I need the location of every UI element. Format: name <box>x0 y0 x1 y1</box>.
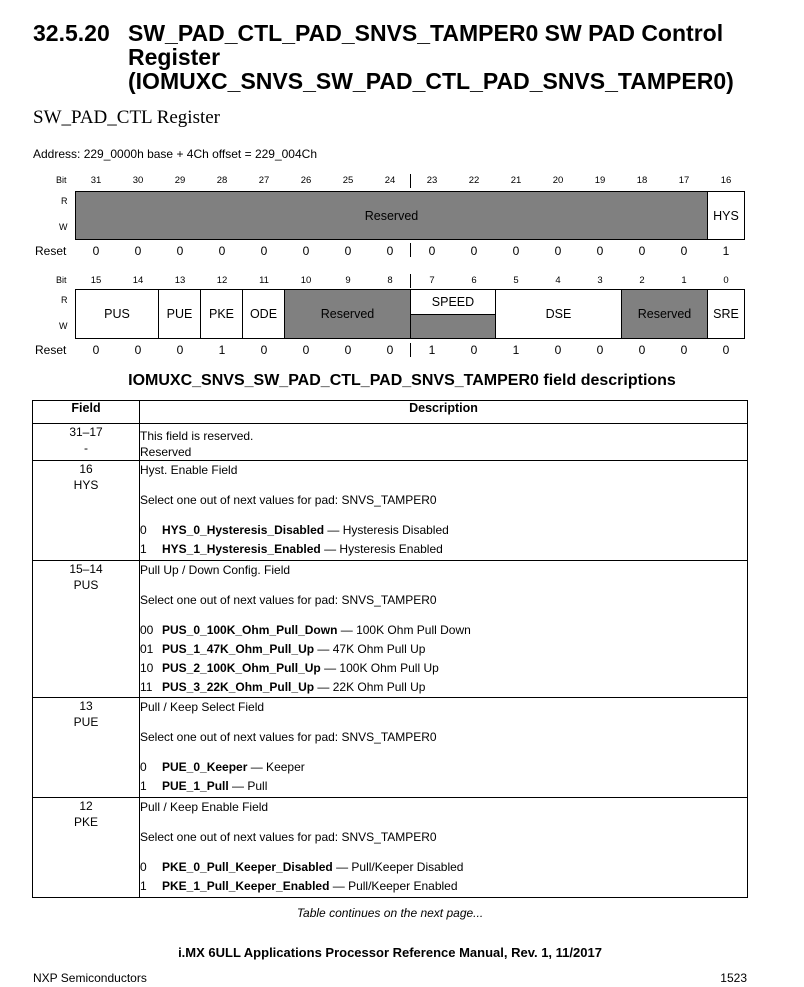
field-bits: 12 <box>79 799 93 813</box>
value-option <box>140 877 747 896</box>
field-name: PUS <box>73 578 99 592</box>
reserved-field-upper: Reserved <box>75 191 708 240</box>
option-description: — Pull <box>228 779 268 793</box>
manual-footer-title: i.MX 6ULL Applications Processor Reference Manual, Rev. 1, 11/2017 <box>178 945 602 960</box>
bit-number: 27 <box>258 175 270 186</box>
select-instruction: Select one out of next values for pad: SNVS_TAMPER0 <box>140 593 437 607</box>
write-label: W <box>59 222 68 232</box>
table-continues-note: Table continues on the next page... <box>296 906 484 920</box>
option-name: PUE_0_Keeper <box>162 760 248 774</box>
reset-value: 0 <box>680 343 688 357</box>
value-option <box>140 758 747 777</box>
description-cell <box>140 424 748 461</box>
field-summary: Pull / Keep Enable Field <box>140 800 269 814</box>
option-name: PUE_1_Pull <box>162 779 229 793</box>
footer-company: NXP Semiconductors <box>33 971 147 985</box>
option-code: 01 <box>140 642 154 656</box>
option-code: 10 <box>140 661 154 675</box>
bit-number: 17 <box>678 175 690 186</box>
option-name: HYS_1_Hysteresis_Enabled <box>162 542 321 556</box>
bit-number: 13 <box>174 275 186 286</box>
table-row <box>33 798 748 898</box>
select-instruction: Select one out of next values for pad: SNVS_TAMPER0 <box>140 730 437 744</box>
bit-number: 7 <box>429 275 435 286</box>
option-name: PKE_1_Pull_Keeper_Enabled <box>162 879 330 893</box>
bit-number: 22 <box>468 175 480 186</box>
description-cell <box>140 798 748 898</box>
bit-number: 16 <box>720 175 732 186</box>
option-code: 1 <box>140 542 147 556</box>
reset-value: 0 <box>386 343 394 357</box>
bit-number: 28 <box>216 175 228 186</box>
reset-value: 0 <box>176 343 184 357</box>
value-option <box>140 858 747 877</box>
field-name: HYS <box>73 478 99 492</box>
option-code: 11 <box>140 680 153 694</box>
select-instruction: Select one out of next values for pad: SNVS_TAMPER0 <box>140 830 437 844</box>
reset-value: 1 <box>218 343 226 357</box>
bit-number: 8 <box>387 275 393 286</box>
bit-number: 18 <box>636 175 648 186</box>
field-cell <box>33 461 140 561</box>
description-cell <box>140 561 748 698</box>
value-option <box>140 540 747 559</box>
bit-number: 30 <box>132 175 144 186</box>
reset-value: 0 <box>344 244 352 258</box>
description-column-header: Description <box>140 401 748 424</box>
table-row <box>33 424 748 461</box>
bit-label: Bit <box>56 175 67 185</box>
reset-value: 1 <box>512 343 520 357</box>
reset-value: 0 <box>722 343 730 357</box>
option-name: PUS_3_22K_Ohm_Pull_Up <box>162 680 315 694</box>
option-code: 1 <box>140 779 147 793</box>
nibble-divider <box>410 343 411 357</box>
option-code: 0 <box>140 523 147 537</box>
speed-field: SPEED <box>410 289 496 315</box>
speed-write-shaded <box>410 314 496 339</box>
reset-value: 0 <box>638 343 646 357</box>
page-number: 1523 <box>720 971 747 985</box>
reset-value: 0 <box>302 343 310 357</box>
bit-number: 2 <box>639 275 645 286</box>
field-cell <box>33 698 140 798</box>
bit-number: 6 <box>471 275 477 286</box>
reset-value: 0 <box>512 244 520 258</box>
bit-number: 4 <box>555 275 561 286</box>
option-name: PUS_2_100K_Ohm_Pull_Up <box>162 661 321 675</box>
select-instruction: Select one out of next values for pad: SNVS_TAMPER0 <box>140 493 437 507</box>
bit-number: 14 <box>132 275 144 286</box>
option-code: 00 <box>140 623 154 637</box>
reset-value: 0 <box>554 343 562 357</box>
ode-field: ODE <box>242 289 285 339</box>
option-description: — Hysteresis Disabled <box>324 523 449 537</box>
field-column-header: Field <box>33 401 140 424</box>
option-name: PKE_0_Pull_Keeper_Disabled <box>162 860 333 874</box>
table-row <box>33 698 748 798</box>
reset-label: Reset <box>35 343 67 357</box>
nibble-divider <box>410 274 411 288</box>
bit-number: 11 <box>259 275 269 286</box>
field-name: - <box>84 441 88 455</box>
bit-number: 26 <box>300 175 312 186</box>
reset-value: 0 <box>638 244 646 258</box>
field-summary: Pull / Keep Select Field <box>140 700 265 714</box>
value-option <box>140 621 747 640</box>
option-name: PUS_1_47K_Ohm_Pull_Up <box>162 642 315 656</box>
option-description: — 100K Ohm Pull Up <box>320 661 439 675</box>
reset-value: 0 <box>260 244 268 258</box>
field-descriptions-table <box>32 400 748 898</box>
option-description: — 47K Ohm Pull Up <box>314 642 426 656</box>
reset-value: 0 <box>344 343 352 357</box>
field-bits: 15–14 <box>69 562 103 576</box>
bit-number: 10 <box>300 275 312 286</box>
description-cell <box>140 698 748 798</box>
option-code: 0 <box>140 760 147 774</box>
field-name: PUE <box>73 715 99 729</box>
value-option <box>140 640 747 659</box>
reset-value: 0 <box>218 244 226 258</box>
read-label: R <box>61 295 68 305</box>
field-extra: Reserved <box>140 445 192 459</box>
section-title: SW_PAD_CTL_PAD_SNVS_TAMPER0 SW PAD Control Register (IOMUXC_SNVS_SW_PAD_CTL_PAD_SNVS_TAMPER0) <box>128 20 734 94</box>
pus-field: PUS <box>75 289 159 339</box>
field-summary: Pull Up / Down Config. Field <box>140 563 291 577</box>
bit-number: 15 <box>90 275 102 286</box>
bit-number: 12 <box>216 275 228 286</box>
value-option <box>140 777 747 796</box>
reset-value: 0 <box>554 244 562 258</box>
table-row <box>33 561 748 698</box>
nibble-divider <box>410 174 411 188</box>
register-address: Address: 229_0000h base + 4Ch offset = 229_004Ch <box>33 147 317 161</box>
field-cell <box>33 424 140 461</box>
pue-field: PUE <box>158 289 201 339</box>
field-summary: Hyst. Enable Field <box>140 463 238 477</box>
field-cell <box>33 798 140 898</box>
nibble-divider <box>410 243 411 257</box>
value-option <box>140 659 747 678</box>
bit-number: 19 <box>594 175 606 186</box>
value-option <box>140 521 747 540</box>
bit-number: 0 <box>723 275 729 286</box>
pke-field: PKE <box>200 289 243 339</box>
reset-value: 1 <box>428 343 436 357</box>
reset-value: 1 <box>722 244 730 258</box>
bit-number: 3 <box>597 275 603 286</box>
bit-number: 31 <box>90 175 102 186</box>
reset-value: 0 <box>596 343 604 357</box>
option-description: — Hysteresis Enabled <box>320 542 443 556</box>
field-cell <box>33 561 140 698</box>
option-description: — Pull/Keeper Disabled <box>332 860 464 874</box>
field-name: PKE <box>73 815 98 829</box>
reset-value: 0 <box>134 343 142 357</box>
read-label: R <box>61 196 68 206</box>
option-description: — 100K Ohm Pull Down <box>337 623 471 637</box>
reset-value: 0 <box>260 343 268 357</box>
bit-number: 5 <box>513 275 519 286</box>
field-summary: This field is reserved. <box>140 429 254 443</box>
option-description: — Pull/Keeper Enabled <box>329 879 458 893</box>
reset-value: 0 <box>92 244 100 258</box>
bit-number: 29 <box>174 175 186 186</box>
reset-value: 0 <box>92 343 100 357</box>
reset-value: 0 <box>134 244 142 258</box>
option-description: — 22K Ohm Pull Up <box>314 680 426 694</box>
reset-value: 0 <box>176 244 184 258</box>
reserved-field-lower-2: Reserved <box>621 289 708 339</box>
option-code: 1 <box>140 879 147 893</box>
sre-field: SRE <box>707 289 745 339</box>
value-option <box>140 678 747 697</box>
bit-number: 1 <box>681 275 687 286</box>
bit-number: 21 <box>510 175 522 186</box>
reserved-field-lower-1: Reserved <box>284 289 411 339</box>
field-bits: 13 <box>79 699 93 713</box>
reset-value: 0 <box>386 244 394 258</box>
bit-number: 24 <box>384 175 396 186</box>
bit-number: 23 <box>426 175 438 186</box>
option-description: — Keeper <box>247 760 305 774</box>
option-name: PUS_0_100K_Ohm_Pull_Down <box>162 623 338 637</box>
table-row <box>33 461 748 561</box>
field-bits: 31–17 <box>69 425 103 439</box>
reset-value: 0 <box>470 343 478 357</box>
bit-label: Bit <box>56 275 67 285</box>
bit-number: 20 <box>552 175 564 186</box>
option-name: HYS_0_Hysteresis_Disabled <box>162 523 325 537</box>
reset-value: 0 <box>302 244 310 258</box>
description-cell <box>140 461 748 561</box>
field-bits: 16 <box>79 462 93 476</box>
reset-value: 0 <box>680 244 688 258</box>
field-table-title: IOMUXC_SNVS_SW_PAD_CTL_PAD_SNVS_TAMPER0 field descriptions <box>128 372 676 389</box>
reset-value: 0 <box>596 244 604 258</box>
reset-value: 0 <box>428 244 436 258</box>
write-label: W <box>59 321 68 331</box>
reset-value: 0 <box>470 244 478 258</box>
hys-field: HYS <box>707 191 745 240</box>
section-number: 32.5.20 <box>33 20 110 46</box>
option-code: 0 <box>140 860 147 874</box>
dse-field: DSE <box>495 289 622 339</box>
bit-number: 9 <box>345 275 351 286</box>
bit-number: 25 <box>342 175 354 186</box>
reset-label: Reset <box>35 244 67 258</box>
register-subtitle: SW_PAD_CTL Register <box>33 107 221 128</box>
